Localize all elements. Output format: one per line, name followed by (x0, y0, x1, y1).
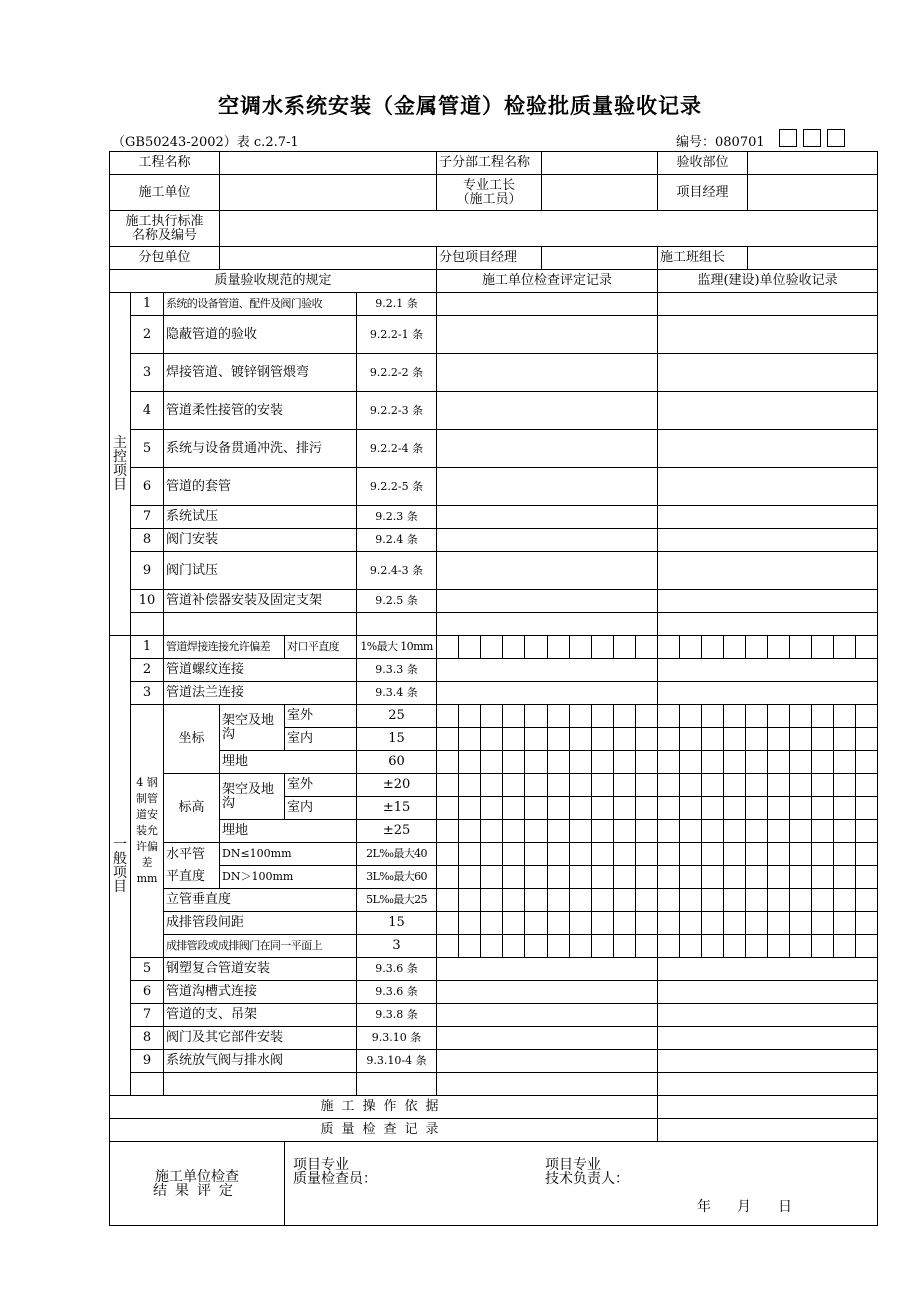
supervision-cell[interactable] (658, 1004, 878, 1027)
indoor-label: 室内 (285, 728, 357, 751)
item-name: 阀门及其它部件安装 (164, 1027, 357, 1050)
self-check-grid[interactable] (437, 912, 658, 935)
item-name: 管道的套管 (164, 468, 357, 506)
self-check-cell[interactable] (437, 354, 658, 392)
vertical-label: 立管垂直度 (164, 889, 357, 912)
self-check-grid[interactable] (437, 705, 658, 728)
supervision-grid[interactable] (658, 935, 878, 958)
supervision-grid[interactable] (658, 820, 878, 843)
item-clause: 9.3.10 条 (357, 1027, 437, 1050)
date-month: 月 (737, 1198, 752, 1215)
form-title: 空调水系统安装（金属管道）检验批质量验收记录 (218, 93, 702, 118)
item-number: 3 (131, 354, 164, 392)
horizontal-straightness-label: 水平管平直度 (164, 843, 220, 889)
same-plane-label: 成排管段或成排阀门在同一平面上 (164, 935, 357, 958)
supervision-cell[interactable] (658, 659, 878, 682)
item-name: 管道焊接连接允许偏差 (164, 636, 285, 659)
overhead-label: 架空及地沟 (220, 705, 285, 751)
blank-cell (164, 1073, 357, 1096)
supervision-cell[interactable] (658, 316, 878, 354)
item-number: 9 (131, 552, 164, 590)
item-number: 5 (131, 958, 164, 981)
self-check-cell[interactable] (437, 613, 658, 636)
main-control-label: 主 控 项 目 (110, 293, 131, 636)
supervision-cell[interactable] (658, 552, 878, 590)
sub-manager-value[interactable] (542, 247, 658, 270)
item-name: 阀门试压 (164, 552, 357, 590)
label-foreman: 专业工长 （施工员） (437, 175, 542, 211)
supervision-cell[interactable] (658, 430, 878, 468)
code-box-3[interactable] (827, 129, 845, 147)
self-check-cell[interactable] (437, 659, 658, 682)
item-number: 9 (131, 1050, 164, 1073)
supervision-grid[interactable] (658, 797, 878, 820)
supervision-cell[interactable] (658, 590, 878, 613)
item-clause: 9.3.4 条 (357, 682, 437, 705)
outdoor-label: 室外 (285, 705, 357, 728)
item-clause: 9.2.2-3 条 (357, 392, 437, 430)
dn-small-label: DN≤100mm (220, 843, 357, 866)
acceptance-part-value[interactable] (748, 152, 878, 175)
item-clause: 9.3.8 条 (357, 1004, 437, 1027)
self-check-cell[interactable] (437, 316, 658, 354)
supervision-grid[interactable] (658, 866, 878, 889)
item-name: 系统试压 (164, 506, 357, 529)
supervision-cell[interactable] (658, 293, 878, 316)
item-number: 3 (131, 682, 164, 705)
self-check-grid[interactable] (437, 935, 658, 958)
acceptance-form (109, 151, 878, 1226)
supervision-cell[interactable] (658, 468, 878, 506)
item-clause: 9.2.5 条 (357, 590, 437, 613)
item-clause: 9.2.2-4 条 (357, 430, 437, 468)
item-number: 8 (131, 529, 164, 552)
self-check-grid[interactable] (437, 889, 658, 912)
label-acceptance-part: 验收部位 (658, 152, 748, 175)
buried-label: 埋地 (220, 820, 357, 843)
tolerance-value: 3L‰最大60 (357, 866, 437, 889)
item-number: 4 (131, 392, 164, 430)
project-name-value[interactable] (220, 152, 437, 175)
item-number: 7 (131, 506, 164, 529)
self-check-cell[interactable] (437, 958, 658, 981)
item-number: 2 (131, 659, 164, 682)
item-clause: 9.2.2-2 条 (357, 354, 437, 392)
supervision-cell[interactable] (658, 1027, 878, 1050)
self-evaluation-label: 施工单位检查 结果评定 (110, 1142, 285, 1226)
coordinate-label: 坐标 (164, 705, 220, 774)
item-clause: 9.2.2-5 条 (357, 468, 437, 506)
code-box-2[interactable] (803, 129, 821, 147)
signature-area[interactable] (285, 1142, 878, 1226)
indoor-label: 室内 (285, 797, 357, 820)
item-clause: 9.2.2-1 条 (357, 316, 437, 354)
quality-inspection-value[interactable] (658, 1119, 878, 1142)
label-project-name: 工程名称 (110, 152, 220, 175)
item-subname: 对口平直度 (285, 636, 357, 659)
date-day: 日 (778, 1198, 793, 1215)
item-name: 管道沟槽式连接 (164, 981, 357, 1004)
tolerance-value: 15 (357, 912, 437, 935)
supervision-cell[interactable] (658, 682, 878, 705)
item-number: 10 (131, 590, 164, 613)
supervision-grid[interactable] (658, 843, 878, 866)
tolerance-value: 60 (357, 751, 437, 774)
tolerance-value: ±25 (357, 820, 437, 843)
self-check-cell[interactable] (437, 293, 658, 316)
blank-cell (131, 613, 164, 636)
supervision-cell[interactable] (658, 1073, 878, 1096)
dn-large-label: DN＞100mm (220, 866, 357, 889)
item-clause: 9.2.1 条 (357, 293, 437, 316)
label-subcontractor: 分包单位 (110, 247, 220, 270)
overhead-label: 架空及地沟 (220, 774, 285, 820)
column-self-check: 施工单位检查评定记录 (437, 270, 658, 293)
item-number: 7 (131, 1004, 164, 1027)
tolerance-value: 5L‰最大25 (357, 889, 437, 912)
blank-cell (164, 613, 357, 636)
self-check-cell[interactable] (437, 1004, 658, 1027)
tolerance-value: 25 (357, 705, 437, 728)
item-name: 管道法兰连接 (164, 682, 357, 705)
general-items-label: 一 般 项 目 (110, 636, 131, 1096)
tolerance-value: 3 (357, 935, 437, 958)
blank-cell (357, 613, 437, 636)
self-check-grid[interactable] (437, 728, 658, 751)
supervision-cell[interactable] (658, 1050, 878, 1073)
code-box-1[interactable] (779, 129, 797, 147)
blank-cell (357, 1073, 437, 1096)
tolerance-value: ±15 (357, 797, 437, 820)
self-check-cell[interactable] (437, 682, 658, 705)
steel-pipe-tolerance-label: 4 钢制管道安装允许偏差 mm (131, 705, 164, 958)
standard-reference: （GB50243-2002）表 c.2.7-1 (112, 135, 299, 150)
self-check-cell[interactable] (437, 529, 658, 552)
item-name: 管道补偿器安装及固定支架 (164, 590, 357, 613)
item-clause: 9.2.4-3 条 (357, 552, 437, 590)
item-number: 5 (131, 430, 164, 468)
item-number: 1 (131, 293, 164, 316)
self-check-cell[interactable] (437, 1027, 658, 1050)
execution-standard-value[interactable] (220, 211, 878, 247)
self-check-cell[interactable] (437, 552, 658, 590)
label-project-manager: 项目经理 (658, 175, 748, 211)
self-check-cell[interactable] (437, 1073, 658, 1096)
label-sub-manager: 分包项目经理 (437, 247, 542, 270)
tolerance-value: 15 (357, 728, 437, 751)
item-clause: 9.2.3 条 (357, 506, 437, 529)
inspector-label: 项目专业 质量检查员： (293, 1156, 378, 1187)
item-tolerance: 1%最大 10mm (357, 636, 437, 659)
item-number: 8 (131, 1027, 164, 1050)
item-number: 6 (131, 981, 164, 1004)
supervision-grid[interactable] (658, 774, 878, 797)
self-check-grid[interactable] (437, 843, 658, 866)
item-name: 管道柔性接管的安装 (164, 392, 357, 430)
item-clause: 9.2.4 条 (357, 529, 437, 552)
self-check-cell[interactable] (437, 1050, 658, 1073)
item-name: 阀门安装 (164, 529, 357, 552)
supervision-cell[interactable] (658, 958, 878, 981)
self-check-grid[interactable] (437, 820, 658, 843)
construction-unit-value[interactable] (220, 175, 437, 211)
label-team-leader: 施工班组长 (658, 247, 748, 270)
supervision-grid[interactable] (658, 889, 878, 912)
supervision-cell[interactable] (658, 529, 878, 552)
date-year: 年 (697, 1198, 712, 1215)
spacing-label: 成排管段间距 (164, 912, 357, 935)
project-manager-value[interactable] (748, 175, 878, 211)
construction-basis-value[interactable] (658, 1096, 878, 1119)
column-spec: 质量验收规范的规定 (110, 270, 437, 293)
supervision-grid[interactable] (658, 912, 878, 935)
sub-project-value[interactable] (542, 152, 658, 175)
self-check-cell[interactable] (437, 590, 658, 613)
elevation-label: 标高 (164, 774, 220, 843)
self-check-grid[interactable] (437, 774, 658, 797)
item-number: 2 (131, 316, 164, 354)
buried-label: 埋地 (220, 751, 357, 774)
self-check-cell[interactable] (437, 468, 658, 506)
supervision-grid[interactable] (658, 636, 878, 659)
item-name: 焊接管道、镀锌钢管煨弯 (164, 354, 357, 392)
column-supervision: 监理(建设)单位验收记录 (658, 270, 878, 293)
item-number: 6 (131, 468, 164, 506)
label-construction-unit: 施工单位 (110, 175, 220, 211)
item-name: 管道螺纹连接 (164, 659, 357, 682)
supervision-cell[interactable] (658, 392, 878, 430)
item-clause: 9.3.10-4 条 (357, 1050, 437, 1073)
supervision-cell[interactable] (658, 506, 878, 529)
subcontractor-value[interactable] (220, 247, 437, 270)
quality-inspection-label: 质量检查记录 (110, 1119, 658, 1142)
self-check-grid[interactable] (437, 866, 658, 889)
self-check-cell[interactable] (437, 430, 658, 468)
item-clause: 9.3.3 条 (357, 659, 437, 682)
tolerance-value: 2L‰最大40 (357, 843, 437, 866)
outdoor-label: 室外 (285, 774, 357, 797)
supervision-cell[interactable] (658, 981, 878, 1004)
self-check-grid[interactable] (437, 636, 658, 659)
item-number: 1 (131, 636, 164, 659)
item-name: 隐蔽管道的验收 (164, 316, 357, 354)
tolerance-value: ±20 (357, 774, 437, 797)
tech-lead-label: 项目专业 技术负责人： (545, 1156, 630, 1187)
supervision-cell[interactable] (658, 613, 878, 636)
supervision-cell[interactable] (658, 354, 878, 392)
supervision-grid[interactable] (658, 705, 878, 728)
item-name: 管道的支、吊架 (164, 1004, 357, 1027)
construction-basis-label: 施工操作依据 (110, 1096, 658, 1119)
self-check-grid[interactable] (437, 797, 658, 820)
item-name: 系统放气阀与排水阀 (164, 1050, 357, 1073)
self-check-cell[interactable] (437, 506, 658, 529)
blank-cell (131, 1073, 164, 1096)
team-leader-value[interactable] (748, 247, 878, 270)
supervision-grid[interactable] (658, 728, 878, 751)
supervision-grid[interactable] (658, 751, 878, 774)
self-check-cell[interactable] (437, 981, 658, 1004)
item-name: 系统的设备管道、配件及阀门验收 (164, 293, 357, 316)
item-clause: 9.3.6 条 (357, 958, 437, 981)
item-name: 系统与设备贯通冲洗、排污 (164, 430, 357, 468)
item-name: 钢塑复合管道安装 (164, 958, 357, 981)
item-clause: 9.3.6 条 (357, 981, 437, 1004)
foreman-value[interactable] (542, 175, 658, 211)
form-code: 编号：080701 (676, 135, 765, 150)
label-execution-standard: 施工执行标准 名称及编号 (110, 211, 220, 247)
self-check-grid[interactable] (437, 751, 658, 774)
label-sub-project: 子分部工程名称 (437, 152, 542, 175)
self-check-cell[interactable] (437, 392, 658, 430)
